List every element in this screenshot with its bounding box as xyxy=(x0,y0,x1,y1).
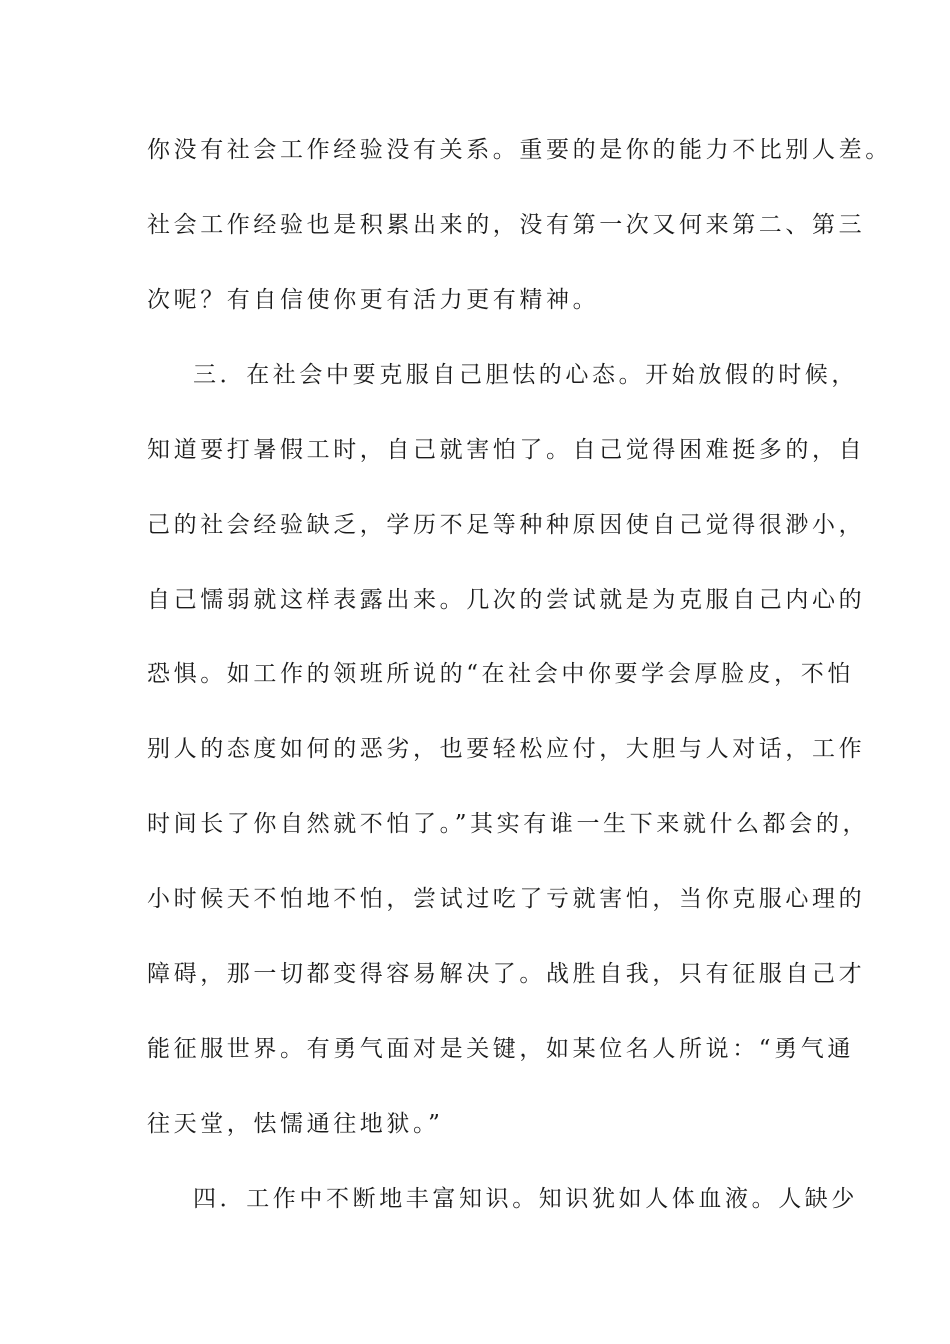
text-line: 己的社会经验缺乏，学历不足等种种原因使自己觉得很渺小， xyxy=(147,512,866,538)
section-heading-line: 四．工作中不断地丰富知识。知识犹如人体血液。人缺少 xyxy=(193,1186,858,1212)
text-line: 恐惧。如工作的领班所说的“在社会中你要学会厚脸皮，不怕 xyxy=(147,661,854,687)
text-line: 小时候天不怕地不怕，尝试过吃了亏就害怕，当你克服心理的 xyxy=(147,886,866,912)
text-line: 障碍，那一切都变得容易解决了。战胜自我，只有征服自己才 xyxy=(147,961,866,987)
text-line: 自己懦弱就这样表露出来。几次的尝试就是为克服自己内心的 xyxy=(147,587,866,613)
text-line: 别人的态度如何的恶劣，也要轻松应付，大胆与人对话，工作 xyxy=(147,736,866,762)
text-line: 你没有社会工作经验没有关系。重要的是你的能力不比别人差。 xyxy=(147,137,892,163)
section-heading-line: 三．在社会中要克服自己胆怯的心态。开始放假的时候， xyxy=(193,362,858,388)
text-line: 时间长了你自然就不怕了。”其实有谁一生下来就什么都会的， xyxy=(147,811,870,837)
text-line: 能征服世界。有勇气面对是关键，如某位名人所说：“勇气通 xyxy=(147,1036,854,1062)
text-line: 知道要打暑假工时，自己就害怕了。自己觉得困难挺多的，自 xyxy=(147,437,866,463)
text-line: 往天堂，怯懦通往地狱。” xyxy=(147,1111,444,1137)
text-line: 社会工作经验也是积累出来的，没有第一次又何来第二、第三 xyxy=(147,212,866,238)
text-line: 次呢？有自信使你更有活力更有精神。 xyxy=(147,287,600,313)
